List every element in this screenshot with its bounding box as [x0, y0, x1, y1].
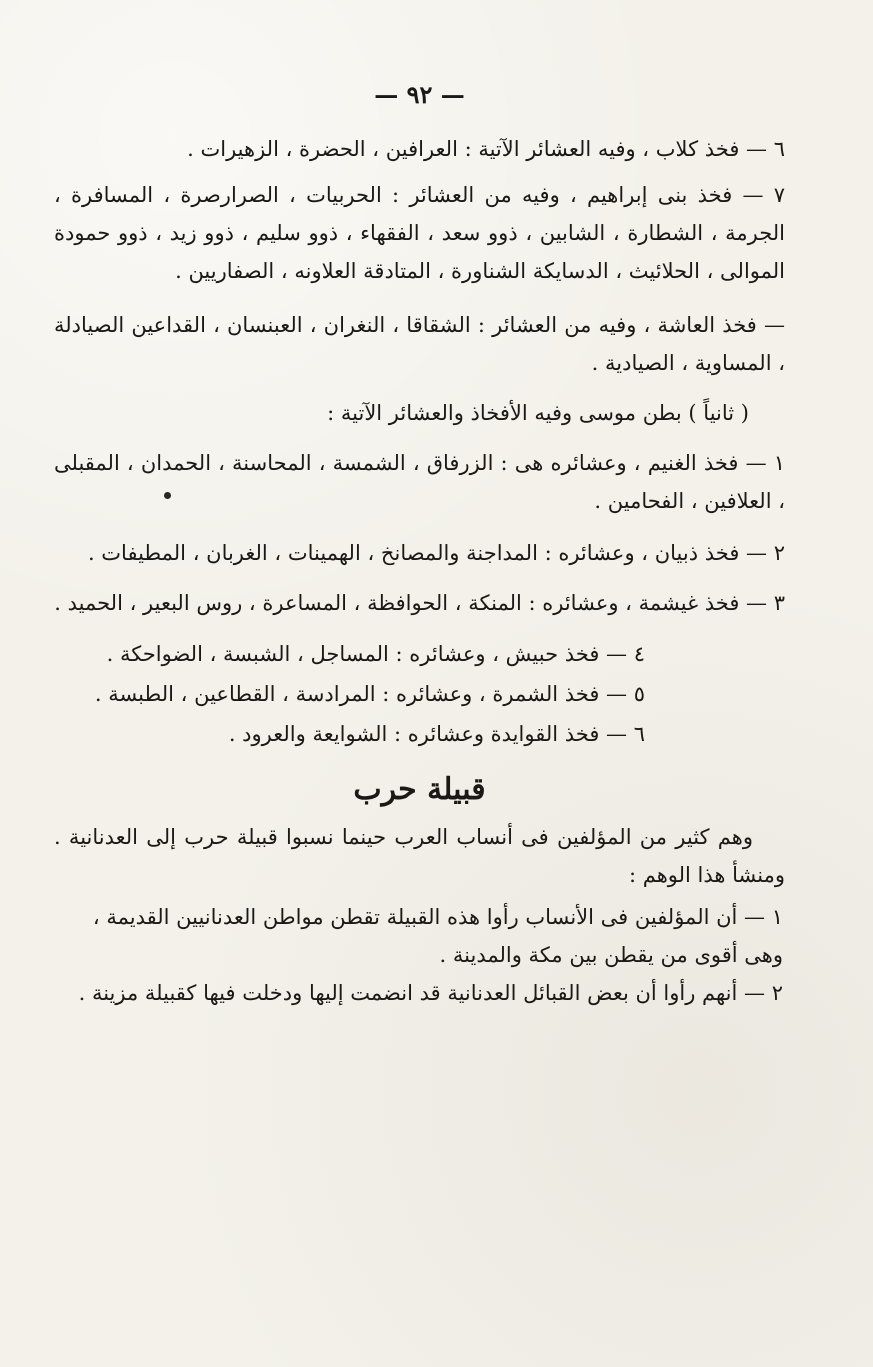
- paragraph-al-asha: — فخذ العاشة ، وفيه من العشائر : الشقاقا ، النغران ، العبنسان ، القداعين الصيادلة ، المساوية ، الصيادية .: [54, 313, 785, 375]
- list-item: ٢ — أنهم رأوا أن بعض القبائل العدنانية قد انضمت إليها ودخلت فيها كقبيلة مزينة .: [78, 981, 783, 1005]
- paragraph-bani-ibrahim: ٧ — فخذ بنى إبراهيم ، وفيه من العشائر : الحربيات ، الصرارصرة ، المسافرة ، الجرمة ، الشطارة ، الشابين ، ذوو سعد ، الفقهاء ، ذوو سليم ، ذوو زيد ، ذوو حمودة الموالى ، الحلائيث ، الدسايكة الشناورة ، المتادقة العلاونه ، الصفاريين .: [54, 183, 785, 283]
- paragraph-bitn-musa: ( ثانياً ) بطن موسى وفيه الأفخاذ والعشائر الآتية :: [327, 401, 749, 425]
- paragraph-kilab: ٦ — فخذ كلاب ، وفيه العشائر الآتية : العرافين ، الحضرة ، الزهيرات .: [187, 137, 785, 161]
- page-number: — ٩٢ —: [374, 80, 465, 109]
- short-list: [54, 634, 785, 754]
- ink-dot: [164, 492, 171, 499]
- paragraph-ghaithama: ٣ — فخذ غيشمة ، وعشائره : المنكة ، الحوافظة ، المساعرة ، روس البعير ، الحميد .: [54, 591, 785, 615]
- list-item: ١ — أن المؤلفين فى الأنساب رأوا هذه القبيلة تقطن مواطن العدنانيين القديمة ، وهى أقوى من يقطن بين مكة والمدينة .: [92, 905, 783, 967]
- section-intro: وهم كثير من المؤلفين فى أنساب العرب حينما نسبوا قبيلة حرب إلى العدنانية . ومنشأ هذا الوهم :: [54, 825, 785, 887]
- paragraph-ghunaim: ١ — فخذ الغنيم ، وعشائره هى : الزرفاق ، الشمسة ، المحاسنة ، الحمدان ، المقبلى ، العلافين ، الفحامين .: [54, 451, 785, 513]
- list-item: ٦ — فخذ القوايدة وعشائره : الشوايعة والعرود .: [228, 722, 645, 746]
- paragraph-dhubyan: ٢ — فخذ ذبيان ، وعشائره : المداجنة والمصانخ ، الهمينات ، الغربان ، المطيفات .: [87, 541, 785, 565]
- list-item: ٤ — فخذ حبيش ، وعشائره : المساجل ، الشبسة ، الضواحكة .: [106, 642, 645, 666]
- section-title: قبيلة حرب: [353, 772, 486, 807]
- section-items: [54, 898, 785, 1012]
- list-item: ٥ — فخذ الشمرة ، وعشائره : المرادسة ، القطاعين ، الطبسة .: [94, 682, 645, 706]
